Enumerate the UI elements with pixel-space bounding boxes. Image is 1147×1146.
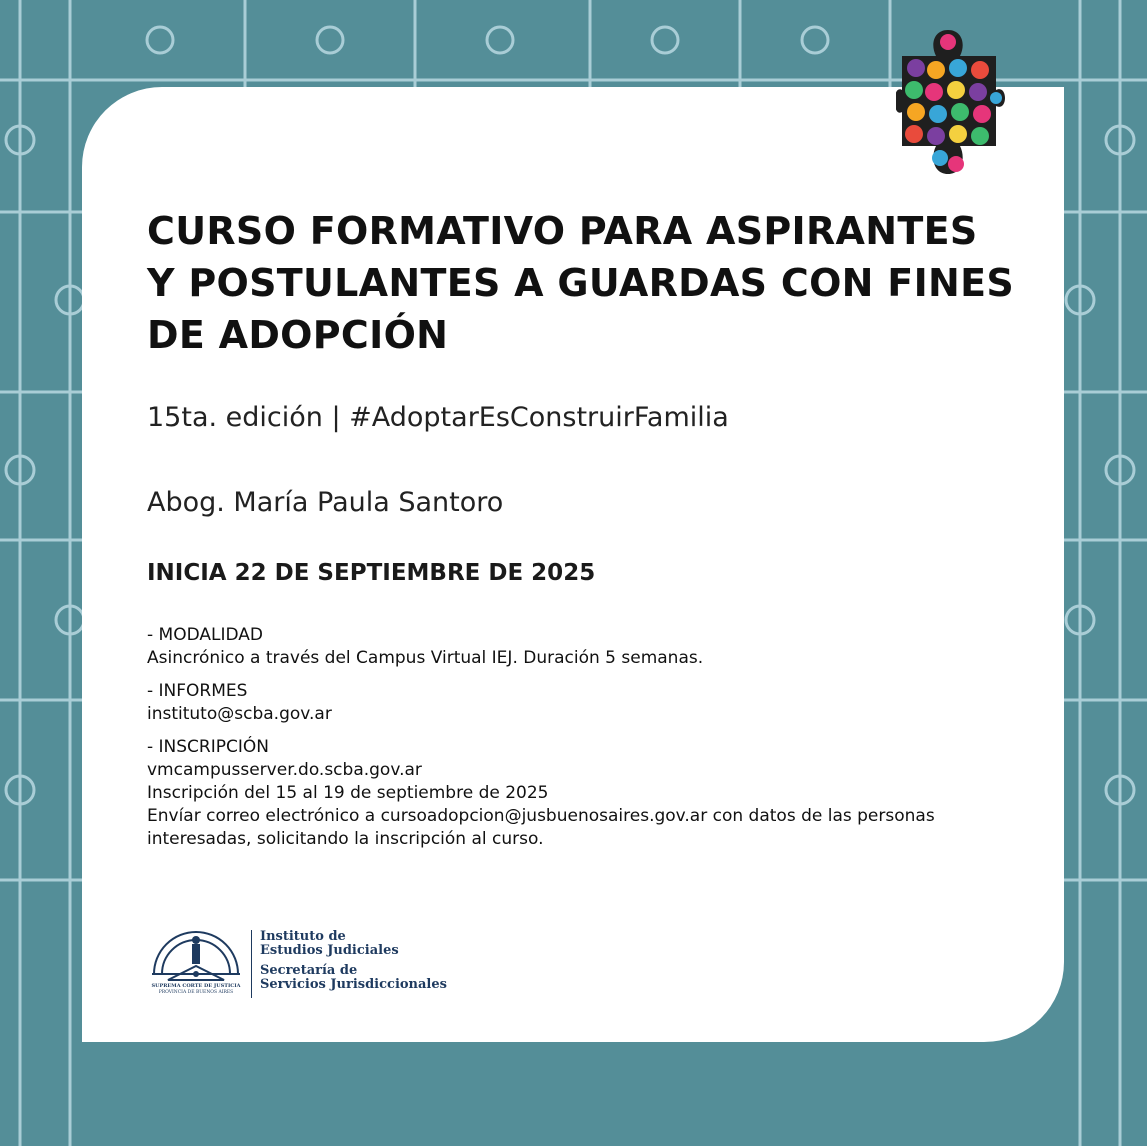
inscripcion-url[interactable]: vmcampusserver.do.scba.gov.ar	[147, 760, 422, 780]
institute-line2: Estudios Judiciales	[260, 943, 399, 958]
seal-province-name: PROVINCIA DE BUENOS AIRES	[158, 990, 234, 995]
course-details	[147, 624, 1027, 861]
edition-hashtag: 15ta. edición | #AdoptarEsConstruirFamilia	[147, 402, 729, 433]
modalidad-text: Asincrónico a través del Campus Virtual IEJ. Duración 5 semanas.	[147, 648, 704, 668]
logo-divider	[251, 930, 252, 998]
secretariat-line1: Secretaría de	[260, 963, 358, 978]
secretariat-line2: Servicios Jurisdiccionales	[260, 977, 447, 992]
inscripcion-label: - INSCRIPCIÓN	[147, 737, 269, 757]
inscripcion-email-text-cont: interesadas, solicitando la inscripción al curso.	[147, 829, 544, 849]
title-line: DE ADOPCIÓN	[147, 313, 449, 357]
informes-section	[147, 680, 1027, 726]
author-name: Abog. María Paula Santoro	[147, 487, 504, 518]
puzzle-hearts-icon	[896, 26, 1008, 196]
inscripcion-dates: Inscripción del 15 al 19 de septiembre de 2025	[147, 783, 549, 803]
institute-line1: Instituto de	[260, 929, 346, 944]
modalidad-label: - MODALIDAD	[147, 625, 264, 645]
modalidad-section	[147, 624, 1027, 670]
course-title	[147, 205, 1047, 361]
inscripcion-section	[147, 736, 1027, 851]
institution-names	[260, 930, 447, 992]
institution-logo	[148, 926, 448, 1006]
start-date: INICIA 22 DE SEPTIEMBRE DE 2025	[147, 560, 596, 586]
title-line: Y POSTULANTES A GUARDAS CON FINES	[147, 261, 1015, 305]
seal-court-name: SUPREMA CORTE DE JUSTICIA	[151, 983, 241, 989]
inscripcion-email-text: Envíar correo electrónico a cursoadopcion@jusbuenosaires.gov.ar con datos de las personas	[147, 806, 935, 826]
informes-email[interactable]: instituto@scba.gov.ar	[147, 704, 332, 724]
informes-label: - INFORMES	[147, 681, 248, 701]
title-line: CURSO FORMATIVO PARA ASPIRANTES	[147, 209, 978, 253]
